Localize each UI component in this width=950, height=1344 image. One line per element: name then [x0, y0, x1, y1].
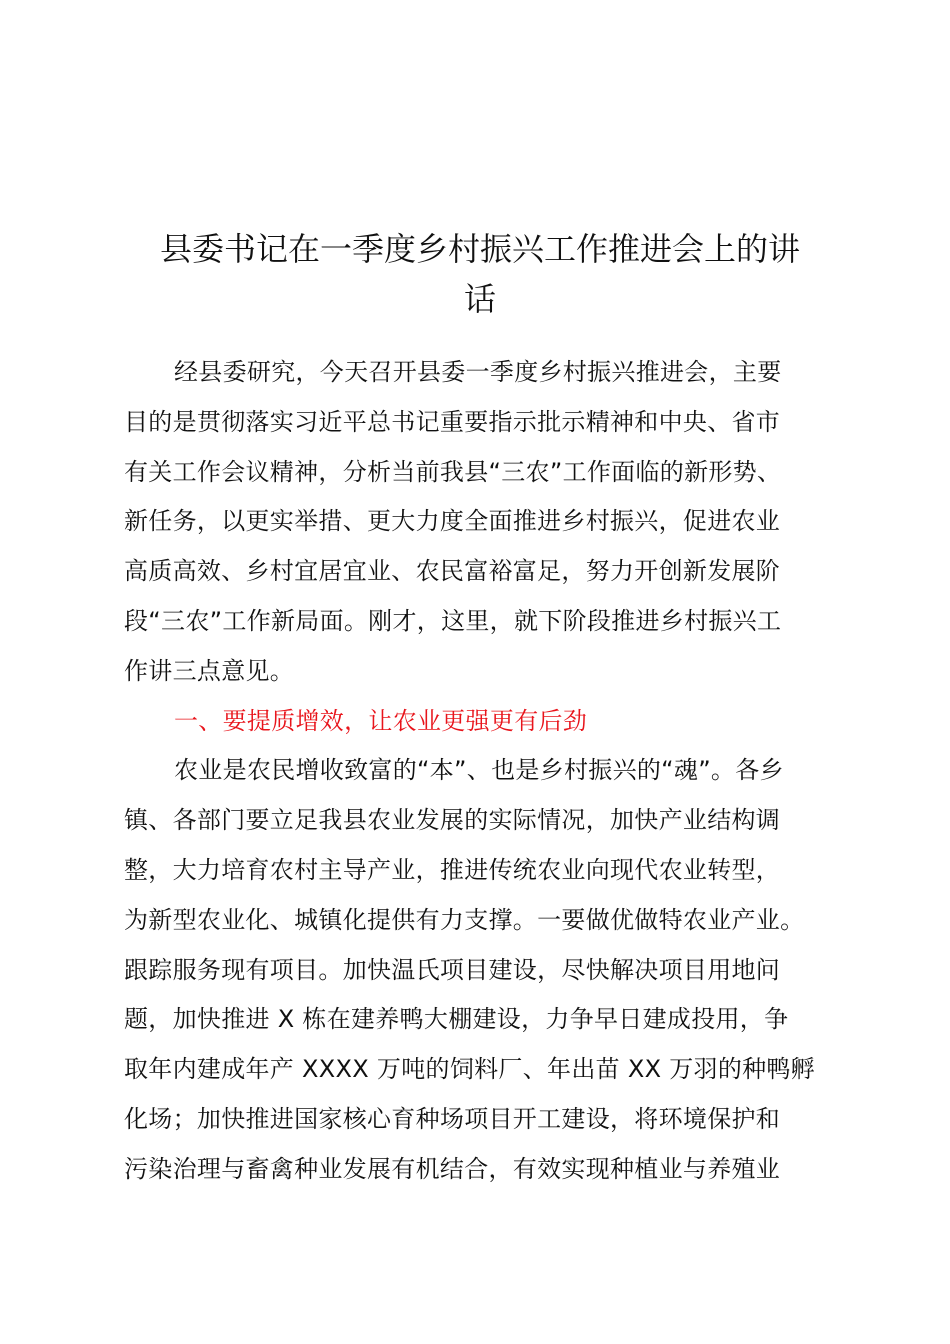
title-line: 话 [463, 280, 496, 318]
paragraph-line: 段“三农”工作新局面。刚才，这里，就下阶段推进乡村振兴工 [124, 606, 782, 635]
paragraph-line: 农业是农民增收致富的“本”、也是乡村振兴的“魂”。各乡 [174, 756, 784, 785]
paragraph-line: 经县委研究，今天召开县委一季度乡村振兴推进会，主要 [174, 358, 782, 386]
paragraph-line: 取年内建成年产 XXXX 万吨的饲料厂、年出苗 XX 万羽的种鸭孵 [124, 1055, 816, 1084]
paragraph-line: 作讲三点意见。 [124, 656, 295, 685]
paragraph-line: 有关工作会议精神，分析当前我县“三农”工作面临的新形势、 [124, 457, 782, 486]
paragraph-line: 镇、各部门要立足我县农业发展的实际情况，加快产业结构调 [124, 806, 781, 835]
paragraph-line: 跟踪服务现有项目。加快温氏项目建设，尽快解决项目用地问 [124, 955, 781, 984]
paragraph-line: 高质高效、乡村宜居宜业、农民富裕富足，努力开创新发展阶 [124, 557, 781, 586]
paragraph-line: 新任务，以更实举措、更大力度全面推进乡村振兴，促进农业 [124, 507, 781, 536]
paragraph-line: 为新型农业化、城镇化提供有力支撑。一要做优做特农业产业。 [124, 905, 805, 934]
section-heading: 一、要提质增效，让农业更强更有后劲 [174, 706, 588, 735]
paragraph-line: 题，加快推进 X 栋在建养鸭大棚建设，力争早日建成投用，争 [124, 1005, 789, 1034]
title-line: 县委书记在一季度乡村振兴工作推进会上的讲 [159, 230, 800, 268]
paragraph-line: 目的是贯彻落实习近平总书记重要指示批示精神和中央、省市 [124, 407, 781, 436]
document-title [0, 224, 950, 324]
paragraph-line: 整，大力培育农村主导产业，推进传统农业向现代农业转型， [124, 855, 781, 884]
document-body [124, 348, 854, 1195]
paragraph-line: 化场；加快推进国家核心育种场项目开工建设，将环境保护和 [124, 1104, 781, 1133]
paragraph-line: 污染治理与畜禽种业发展有机结合，有效实现种植业与养殖业 [124, 1154, 781, 1183]
